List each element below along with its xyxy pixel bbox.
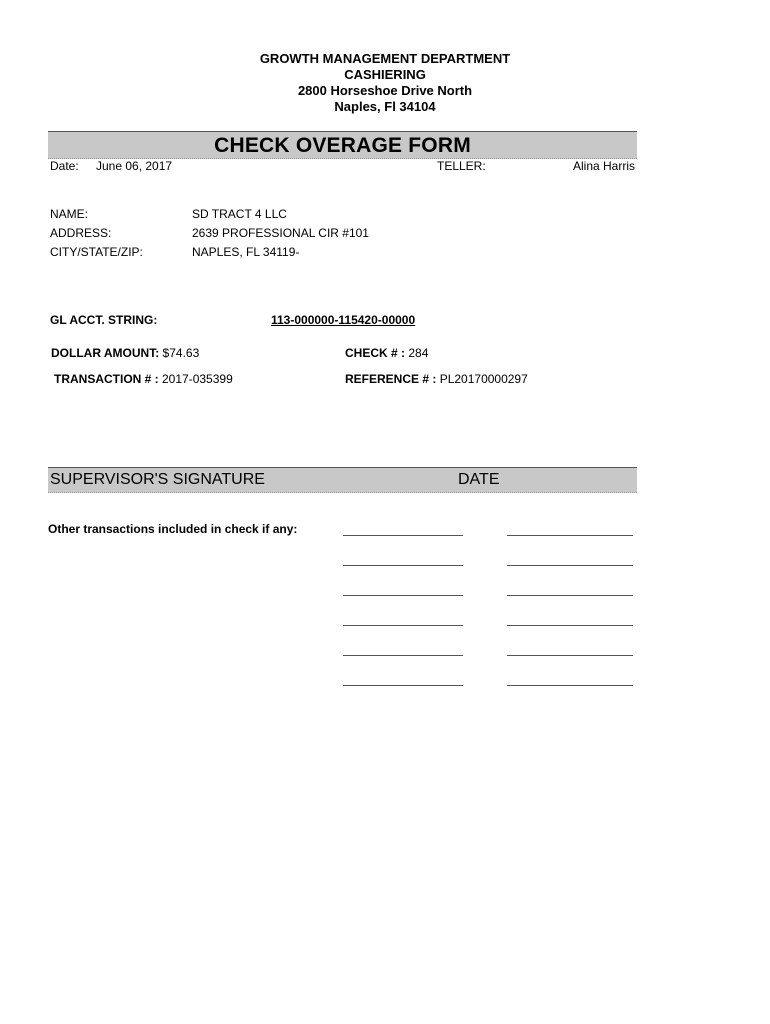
dollar-amount-value: $74.63 <box>159 346 200 360</box>
dollar-amount-field <box>51 346 199 360</box>
address-value: 2639 PROFESSIONAL CIR #101 <box>192 226 369 240</box>
check-number-label: CHECK # : <box>345 346 406 360</box>
division-name: CASHIERING <box>344 67 426 82</box>
transaction-line[interactable] <box>507 685 633 686</box>
transaction-line[interactable] <box>507 565 633 566</box>
date-value: June 06, 2017 <box>96 159 173 173</box>
transaction-line[interactable] <box>343 565 463 566</box>
dollar-amount-label: DOLLAR AMOUNT: <box>51 346 160 360</box>
form-title: CHECK OVERAGE FORM <box>214 134 471 157</box>
city-state-zip-value: NAPLES, FL 34119- <box>192 245 300 259</box>
transaction-number-label: TRANSACTION # : <box>54 372 159 386</box>
department-name: GROWTH MANAGEMENT DEPARTMENT <box>259 51 511 66</box>
address-label: ADDRESS: <box>50 226 112 240</box>
check-number-field <box>345 346 428 360</box>
title-band <box>48 131 637 159</box>
transaction-line[interactable] <box>507 625 633 626</box>
reference-number-value: PL20170000297 <box>436 372 528 386</box>
supervisor-signature-label: SUPERVISOR'S SIGNATURE <box>50 471 265 488</box>
transaction-line[interactable] <box>343 625 463 626</box>
gl-account-value: 113-000000-115420-00000 <box>271 313 416 327</box>
gl-account-label: GL ACCT. STRING: <box>50 313 158 327</box>
teller-value: Alina Harris <box>572 159 635 173</box>
transaction-line[interactable] <box>507 535 633 536</box>
name-label: NAME: <box>50 207 89 221</box>
transaction-line[interactable] <box>507 595 633 596</box>
signature-band <box>48 467 637 493</box>
transaction-line[interactable] <box>343 595 463 596</box>
city-state-zip-label: CITY/STATE/ZIP: <box>50 245 143 259</box>
transaction-line[interactable] <box>343 685 463 686</box>
transaction-line[interactable] <box>343 535 463 536</box>
name-value: SD TRACT 4 LLC <box>192 207 287 221</box>
reference-number-label: REFERENCE # : <box>345 372 437 386</box>
other-transactions-label: Other transactions included in check if any: <box>48 522 298 536</box>
check-number-value: 284 <box>405 346 429 360</box>
street-address: 2800 Horseshoe Drive North <box>297 83 473 98</box>
transaction-number-field <box>54 372 233 386</box>
date-label: Date: <box>50 159 79 173</box>
transaction-line[interactable] <box>507 655 633 656</box>
transaction-number-value: 2017-035399 <box>158 372 233 386</box>
signature-date-label: DATE <box>458 471 500 488</box>
transaction-line[interactable] <box>343 655 463 656</box>
reference-number-field <box>345 372 528 386</box>
teller-label: TELLER: <box>437 159 486 173</box>
city-address: Naples, Fl 34104 <box>334 99 436 114</box>
